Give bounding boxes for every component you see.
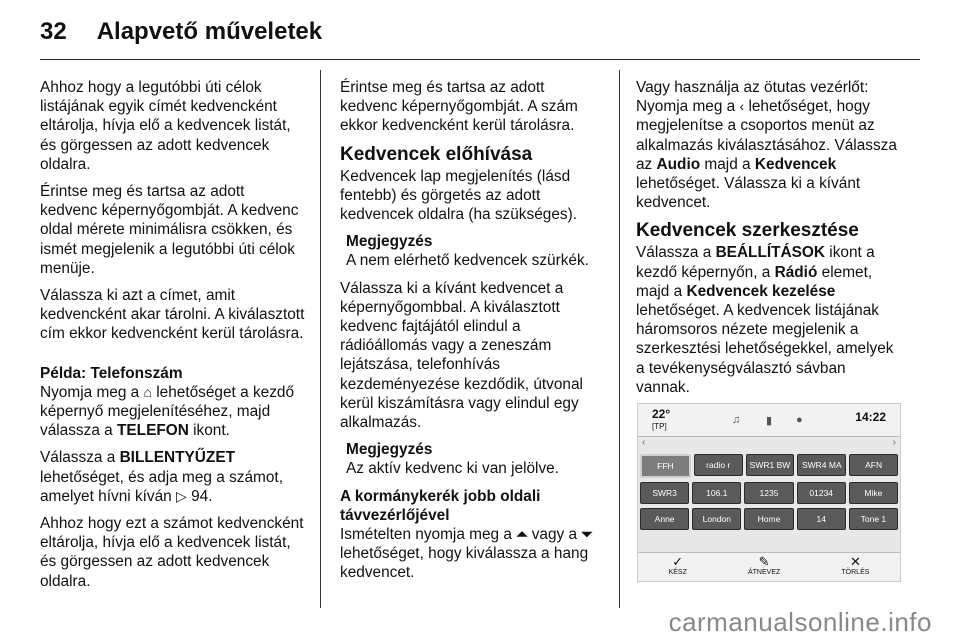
paragraph: Érintse meg és tartsa az adott kedvenc képernyőgombját. A szám ekkor kedvencként kerül tárolásra. [340, 79, 578, 135]
subsection-heading: A kormánykerék jobb oldali távvezérlőjével [340, 487, 541, 524]
pencil-icon: ✎ [758, 554, 770, 569]
favourite-button: 1235 [744, 482, 793, 504]
chevron-left-icon: ‹ [739, 98, 745, 115]
paragraph: Válassza ki azt a címet, amit kedvencként akar tárolni. A kiválasztott cím ekkor kedvencként kerül tárolásra. [40, 287, 305, 343]
favourite-button: radio r [694, 454, 743, 476]
favourites-row [640, 482, 898, 504]
paragraph: Ahhoz hogy a legutóbbi úti célok listájának egyik címét kedvencként eltárolja, hívja elő a kedvencek listát, és görgessen az adott kedvencek oldalra. [40, 79, 291, 173]
favourite-button: SWR1 BW [746, 454, 795, 476]
checkmark-icon: ✓ [672, 554, 684, 569]
delete-x-icon: ✕ [849, 554, 861, 569]
home-icon: ⌂ [143, 383, 152, 400]
screen-nav-row [638, 437, 900, 451]
note: Megjegyzés A nem elérhető kedvencek szürkék. [346, 233, 589, 270]
phone-icon: ▮ [766, 415, 773, 427]
column-1 [40, 78, 306, 599]
action-bar [638, 552, 900, 581]
favourite-button: AFN [849, 454, 898, 476]
column-divider-2 [619, 70, 620, 608]
paragraph: Válassza ki a kívánt kedvencet a képernyőgombbal. A kiválasztott kedvenc fajtájától elindul a rádióállomás vagy a zeneszám lejátszása, telefonhívás kezdeményezése kezdődik, útvonal kerül kiszámításra vagy elindul egy alkalmazás. [340, 279, 583, 432]
favourite-button: Tone 1 [849, 508, 898, 530]
example-heading: Példa: Telefonszám [40, 364, 183, 382]
column-divider-1 [320, 70, 321, 608]
paragraph: Kedvencek lap megjelenítés (lásd fentebb) és görgetés az adott kedvencek oldalra (ha szükséges). [340, 167, 577, 224]
header-rule [40, 59, 920, 60]
rename-button: ✎ ÁTNEVEZ [747, 554, 781, 576]
note: Megjegyzés Az aktív kedvenc ki van jelölve. [346, 441, 560, 478]
page-title: Alapvető műveletek [96, 18, 323, 45]
screen-status-bar [638, 404, 900, 437]
favourite-button: London [692, 508, 741, 530]
delete-button: ✕ TÖRLÉS [841, 554, 870, 576]
favourite-button: FFH [640, 454, 691, 478]
paragraph: Válassza a BILLENTYŰZET lehetőséget, és adja meg a számot, amelyet hívni kíván ▷ 94. [40, 449, 283, 505]
favourites-row [640, 454, 898, 478]
paragraph: Ismételten nyomja meg a ⏶ vagy a ⏷ lehetőséget, hogy kiválassza a hang kedvencet. [340, 526, 593, 582]
paragraph: Válassza a BEÁLLÍTÁSOK ikont a kezdő képernyőn, a Rádió elemet, majd a Kedvencek kezelése lehetőséget. A kedvencek listájának háromsoros nézete megjelenik a szerkesztési lehetőségekkel, amelyek a tevékenységválasztó sávban vannak. [636, 244, 894, 396]
page-reference-icon: ▷ [176, 487, 187, 504]
column-3 [636, 78, 902, 405]
favourite-button: Mike [849, 482, 898, 504]
page-number: 32 [40, 18, 67, 45]
previous-favourite-icon: ⏷ [581, 526, 593, 543]
favourite-button: 01234 [797, 482, 846, 504]
favourites-grid [640, 454, 898, 534]
paragraph: Érintse meg és tartsa az adott kedvenc képernyőgombját. A kedvenc oldal mérete minimálisra csökken, és ismét megjelenik a legutóbbi úti célok menüje. [40, 183, 299, 277]
favourite-button: Anne [640, 508, 689, 530]
favourites-row [640, 508, 898, 530]
music-icon: ♫ [732, 414, 741, 426]
favourite-button: Home [744, 508, 793, 530]
tp-indicator: [TP] [652, 422, 667, 431]
favourites-screen-image [637, 403, 901, 582]
paragraph: Nyomja meg a ⌂ lehetőséget a kezdő képernyő megjelenítéséhez, majd válassza a TELEFON ikont. [40, 383, 295, 440]
section-heading: Kedvencek szerkesztése [636, 220, 859, 242]
watermark: carmanualsonline.info [668, 607, 932, 637]
favourite-button: 14 [797, 508, 846, 530]
clock: 14:22 [855, 410, 886, 424]
favourite-button: SWR3 [640, 482, 689, 504]
globe-icon: ● [796, 414, 803, 426]
done-button: ✓ KÉSZ [668, 554, 687, 576]
chevron-right-icon: › [892, 437, 896, 448]
column-2 [340, 78, 606, 591]
next-favourite-icon: ⏶ [516, 526, 528, 543]
favourite-button: 106.1 [692, 482, 741, 504]
chevron-left-icon: ‹ [642, 437, 646, 448]
paragraph: Ahhoz hogy ezt a számot kedvencként eltárolja, hívja elő a kedvencek listát, és görgessen az adott kedvencek oldalra. [40, 515, 304, 590]
page-header [40, 18, 322, 46]
section-heading: Kedvencek előhívása [340, 143, 533, 165]
paragraph: Vagy használja az ötutas vezérlőt: Nyomja meg a ‹ lehetőséget, hogy megjelenítse a csoportos menüt az alkalmazás kiválasztásához. Válassza az Audio majd a Kedvencek lehetőséget. Válassza ki a kívánt kedvencet. [636, 79, 897, 212]
favourite-button: SWR4 MA [797, 454, 846, 476]
temperature: 22° [652, 407, 671, 421]
